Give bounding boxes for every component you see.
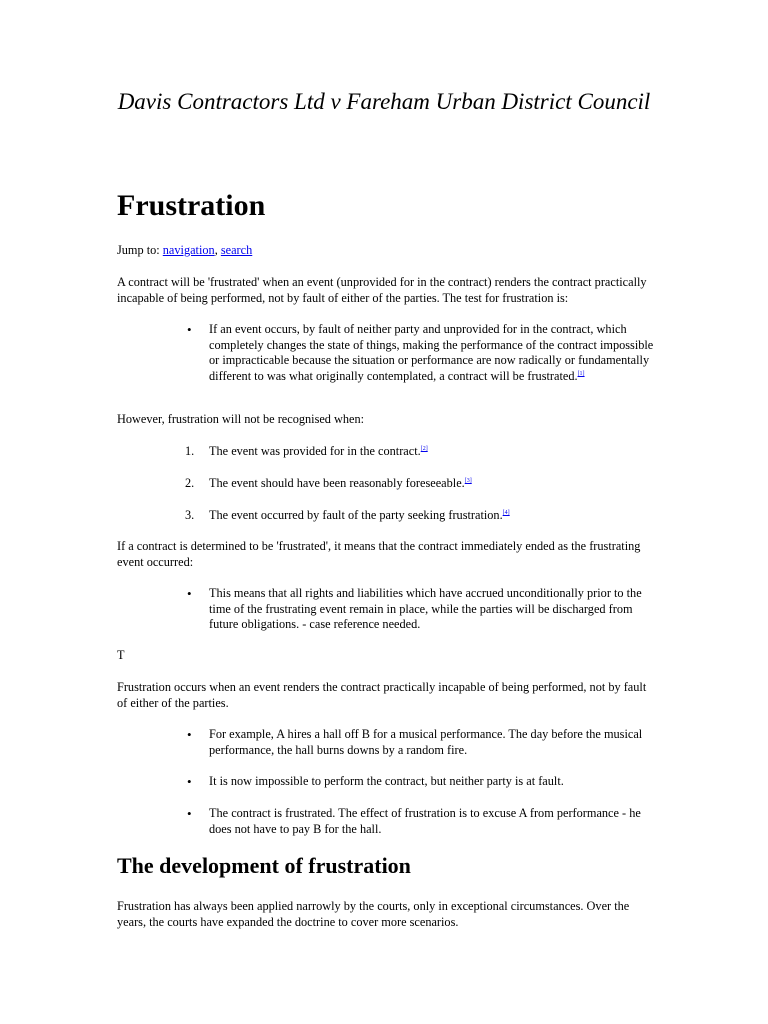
exception-item <box>185 476 654 492</box>
jump-to-prefix: Jump to: <box>117 243 163 257</box>
example-bullet-text: The contract is frustrated. The effect of frustration is to excuse A from performance - he does not have to pay B for the hall. <box>209 806 641 836</box>
document-title: Davis Contractors Ltd v Fareham Urban District Council <box>117 89 651 114</box>
bullet-icon: • <box>187 586 192 601</box>
reference-link[interactable]: [3] <box>464 478 472 484</box>
rights-bullet-item <box>187 586 654 633</box>
list-number: 2. <box>185 476 195 490</box>
occurs-paragraph: Frustration occurs when an event renders the contract practically incapable of being performed, not by fault of either of the parties. <box>117 680 647 710</box>
stray-text: T <box>117 648 125 662</box>
test-bullet-item <box>187 322 654 384</box>
reference-link[interactable]: [1] <box>577 370 585 377</box>
example-bullet-item <box>187 727 654 758</box>
example-bullet-item <box>187 806 654 837</box>
however-paragraph: However, frustration will not be recognised when: <box>117 412 365 426</box>
search-link[interactable]: search <box>220 243 253 257</box>
reference-link[interactable]: [2] <box>420 446 428 452</box>
list-number: 3. <box>185 508 195 522</box>
jump-separator: , <box>214 243 221 257</box>
list-number: 1. <box>185 444 195 458</box>
jump-to-line <box>117 243 657 259</box>
example-bullet-text: It is now impossible to perform the contract, but neither party is at fault. <box>209 774 564 788</box>
reference-link[interactable]: [4] <box>502 510 510 516</box>
determined-paragraph: If a contract is determined to be 'frustrated', it means that the contract immediately ended as the frustrating event occurred: <box>117 539 641 569</box>
exception-text: The event occurred by fault of the party seeking frustration. <box>209 508 503 522</box>
exception-text: The event was provided for in the contract. <box>209 444 421 458</box>
section-heading: The development of frustration <box>117 853 411 878</box>
example-bullet-item <box>187 774 654 790</box>
bullet-icon: • <box>187 806 192 821</box>
navigation-link[interactable]: navigation <box>162 243 215 257</box>
example-bullet-text: For example, A hires a hall off B for a musical performance. The day before the musical performance, the hall burns downs by a random fire. <box>209 727 643 757</box>
rights-bullet-text: This means that all rights and liabilities which have accrued unconditionally prior to the time of the frustrating event remain in place, while the parties will be discharged from future obligations. - case reference needed. <box>209 586 642 631</box>
exception-item <box>185 508 654 524</box>
test-bullet-text: If an event occurs, by fault of neither party and unprovided for in the contract, which completely changes the state of things, making the performance of the contract impossible or impracticable because the situation or performance are now radically or fundamentally different to was what originally contemplated, a contract will be frustrated. <box>209 322 654 383</box>
exception-text: The event should have been reasonably foreseeable. <box>209 476 465 490</box>
bullet-icon: • <box>187 774 192 789</box>
exception-item <box>185 444 654 460</box>
bullet-icon: • <box>187 727 192 742</box>
intro-paragraph: A contract will be 'frustrated' when an event (unprovided for in the contract) renders the contract practically incapable of being performed, not by fault of either of the parties. The test for frustration is: <box>117 275 647 305</box>
development-paragraph: Frustration has always been applied narrowly by the courts, only in exceptional circumstances. Over the years, the courts have expanded the doctrine to cover more scenarios. <box>117 899 630 929</box>
bullet-icon: • <box>187 322 192 337</box>
page-heading: Frustration <box>117 189 266 222</box>
